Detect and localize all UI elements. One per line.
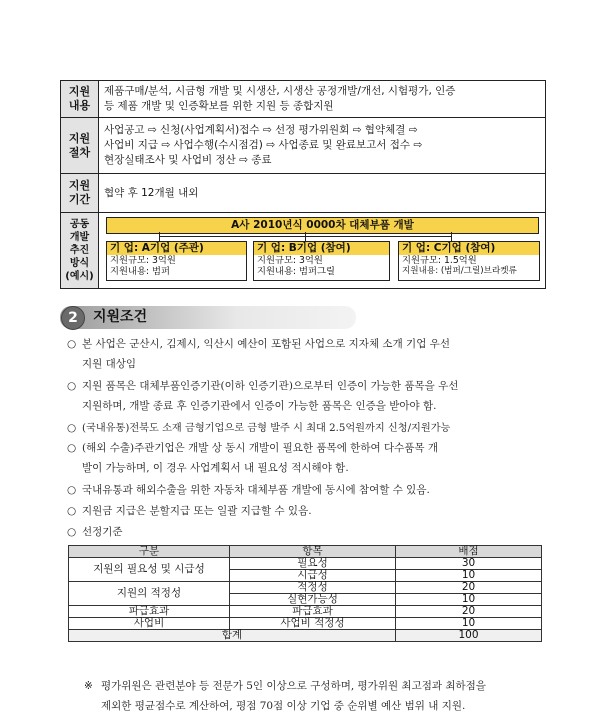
section-number-badge: 2 — [61, 306, 85, 330]
company-title: 기 업: B기업 (참여) — [254, 242, 389, 255]
category-cell: 사업비 — [69, 618, 230, 630]
bullet-marker: ○ — [67, 484, 77, 496]
company-content: 지원내용: 범퍼그릴 — [257, 266, 335, 277]
bullet-text: 선정기준 — [82, 526, 123, 538]
bullet-text: 지원금 지급은 분할지급 또는 일괄 지급할 수 있음. — [82, 505, 312, 517]
category-cell: 지원의 필요성 및 시급성 — [69, 558, 230, 582]
row-support-content — [61, 81, 546, 118]
row-support-period — [61, 174, 546, 213]
company-box-a — [106, 241, 247, 281]
table-row — [69, 582, 542, 594]
company-title: 기 업: C기업 (참여) — [399, 242, 539, 255]
bullet-text: (해외 수출)주관기업은 개발 상 동시 개발이 필요한 품목에 한하여 다수품목 개 — [82, 442, 439, 454]
content-line: 사업비 지급 ⇨ 사업수행(수시점검) ⇨ 사업종료 및 완료보고서 접수 ⇨ — [104, 139, 423, 151]
content-line: 협약 후 12개월 내외 — [104, 186, 199, 199]
total-row — [69, 630, 542, 642]
bullet-text: 지원 품목은 대체부품인증기관(이하 인증기관)으로부터 인증이 가능한 품목을 우선 — [82, 380, 459, 392]
connector-line — [305, 232, 306, 241]
category-cell: 지원의 적정성 — [69, 582, 230, 606]
row-label — [61, 213, 99, 289]
content-line: 사업공고 ⇨ 신청(사업계획서)접수 ⇨ 선정 평가위원회 ⇨ 협약체결 ⇨ — [104, 124, 418, 136]
score-cell: 10 — [396, 570, 542, 582]
bullet-continuation: 지원하며, 개발 종료 후 인증기관에서 인증이 가능한 품목은 인증을 받아야 함. — [82, 400, 437, 412]
bullet-marker: ○ — [67, 442, 77, 454]
bullet-continuation: 지원 대상임 — [82, 358, 137, 370]
table-row — [69, 606, 542, 618]
row-label — [61, 81, 99, 118]
category-cell: 파급효과 — [69, 606, 230, 618]
project-box: A사 2010년식 0000차 대체부품 개발 — [106, 217, 539, 234]
item-cell: 실현가능성 — [230, 594, 396, 606]
header-item: 항목 — [230, 546, 396, 558]
note-marker: ※ — [84, 680, 93, 692]
item-cell: 시급성 — [230, 570, 396, 582]
company-box-b — [253, 241, 390, 281]
bullet-item — [67, 503, 312, 518]
label-text: 공동 개발 추진 방식 (예시) — [65, 219, 94, 282]
score-cell: 20 — [396, 606, 542, 618]
bullet-marker: ○ — [67, 338, 77, 350]
company-content: 지원내용: (범퍼/그릴)브라켓류 — [402, 266, 517, 276]
content-line: 제품구매/분석, 시금형 개발 및 시생산, 시생산 공정개발/개선, 시험평가, 인증 — [104, 85, 456, 97]
bullet-item — [67, 378, 458, 393]
header-score: 배점 — [396, 546, 542, 558]
total-score: 100 — [396, 630, 542, 642]
row-content — [99, 213, 546, 289]
section-title: 지원조건 — [93, 309, 148, 325]
company-content: 지원내용: 범퍼 — [110, 266, 170, 277]
support-info-table — [60, 80, 546, 289]
score-cell: 20 — [396, 582, 542, 594]
content-line: 현장실태조사 및 사업비 정산 ⇨ 종료 — [104, 154, 272, 166]
company-title: 기 업: A기업 (주관) — [107, 242, 246, 255]
row-content — [99, 118, 546, 174]
label-text: 지원 내용 — [68, 85, 91, 112]
row-support-procedure — [61, 118, 546, 174]
bullet-marker: ○ — [67, 526, 77, 538]
connector-line — [451, 232, 452, 241]
bullet-marker: ○ — [67, 505, 77, 517]
table-header-row — [69, 546, 542, 558]
company-scale: 지원규모: 3억원 — [257, 255, 323, 266]
company-scale: 지원규모: 1.5억원 — [402, 255, 477, 266]
label-text: 지원 기간 — [68, 179, 91, 206]
bullet-marker: ○ — [67, 380, 77, 392]
note-continuation: 제외한 평균점수로 계산하여, 평점 70점 이상 기업 중 순위별 예산 범위 내 지원. — [101, 700, 466, 712]
bullet-text: 국내유통과 해외수출을 위한 자동차 대체부품 개발에 동시에 참여할 수 있음. — [82, 484, 430, 496]
item-cell: 필요성 — [230, 558, 396, 570]
row-joint-development — [61, 213, 546, 289]
joint-dev-diagram — [99, 214, 545, 287]
score-cell: 10 — [396, 594, 542, 606]
item-cell: 사업비 적정성 — [230, 618, 396, 630]
table-row — [69, 558, 542, 570]
row-label — [61, 174, 99, 213]
item-cell: 파급효과 — [230, 606, 396, 618]
selection-criteria-table — [68, 545, 542, 642]
bullet-continuation: 발이 가능하며, 이 경우 사업계획서 내 필요성 적시해야 함. — [82, 462, 349, 474]
bullet-item — [67, 440, 438, 455]
row-content — [99, 81, 546, 118]
bullet-item — [67, 482, 430, 497]
label-text: 지원 절차 — [68, 131, 91, 159]
note-line — [84, 678, 486, 693]
total-label: 합계 — [69, 630, 396, 642]
note-text: 평가위원은 관련분야 등 전문가 5인 이상으로 구성하며, 평가위원 최고점과 최하점을 — [101, 680, 486, 692]
bullet-item — [67, 524, 123, 539]
row-content — [99, 174, 546, 213]
company-scale: 지원규모: 3억원 — [110, 255, 176, 266]
table-row — [69, 618, 542, 630]
score-cell: 10 — [396, 618, 542, 630]
company-box-c — [398, 241, 540, 281]
bullet-text: (국내유통)전북도 소재 금형기업으로 금형 발주 시 최대 2.5억원까지 신청/지원가능 — [82, 423, 451, 434]
item-cell: 적정성 — [230, 582, 396, 594]
score-cell: 30 — [396, 558, 542, 570]
header-category: 구분 — [69, 546, 230, 558]
bullet-marker: ○ — [67, 422, 77, 434]
bullet-item — [67, 336, 450, 351]
content-line: 등 제품 개발 및 인증확보를 위한 지원 등 종합지원 — [104, 100, 334, 112]
row-label — [61, 118, 99, 174]
bullet-item — [67, 419, 450, 434]
bullet-text: 본 사업은 군산시, 김제시, 익산시 예산이 포함된 사업으로 지자체 소개 기업 우선 — [82, 338, 450, 350]
